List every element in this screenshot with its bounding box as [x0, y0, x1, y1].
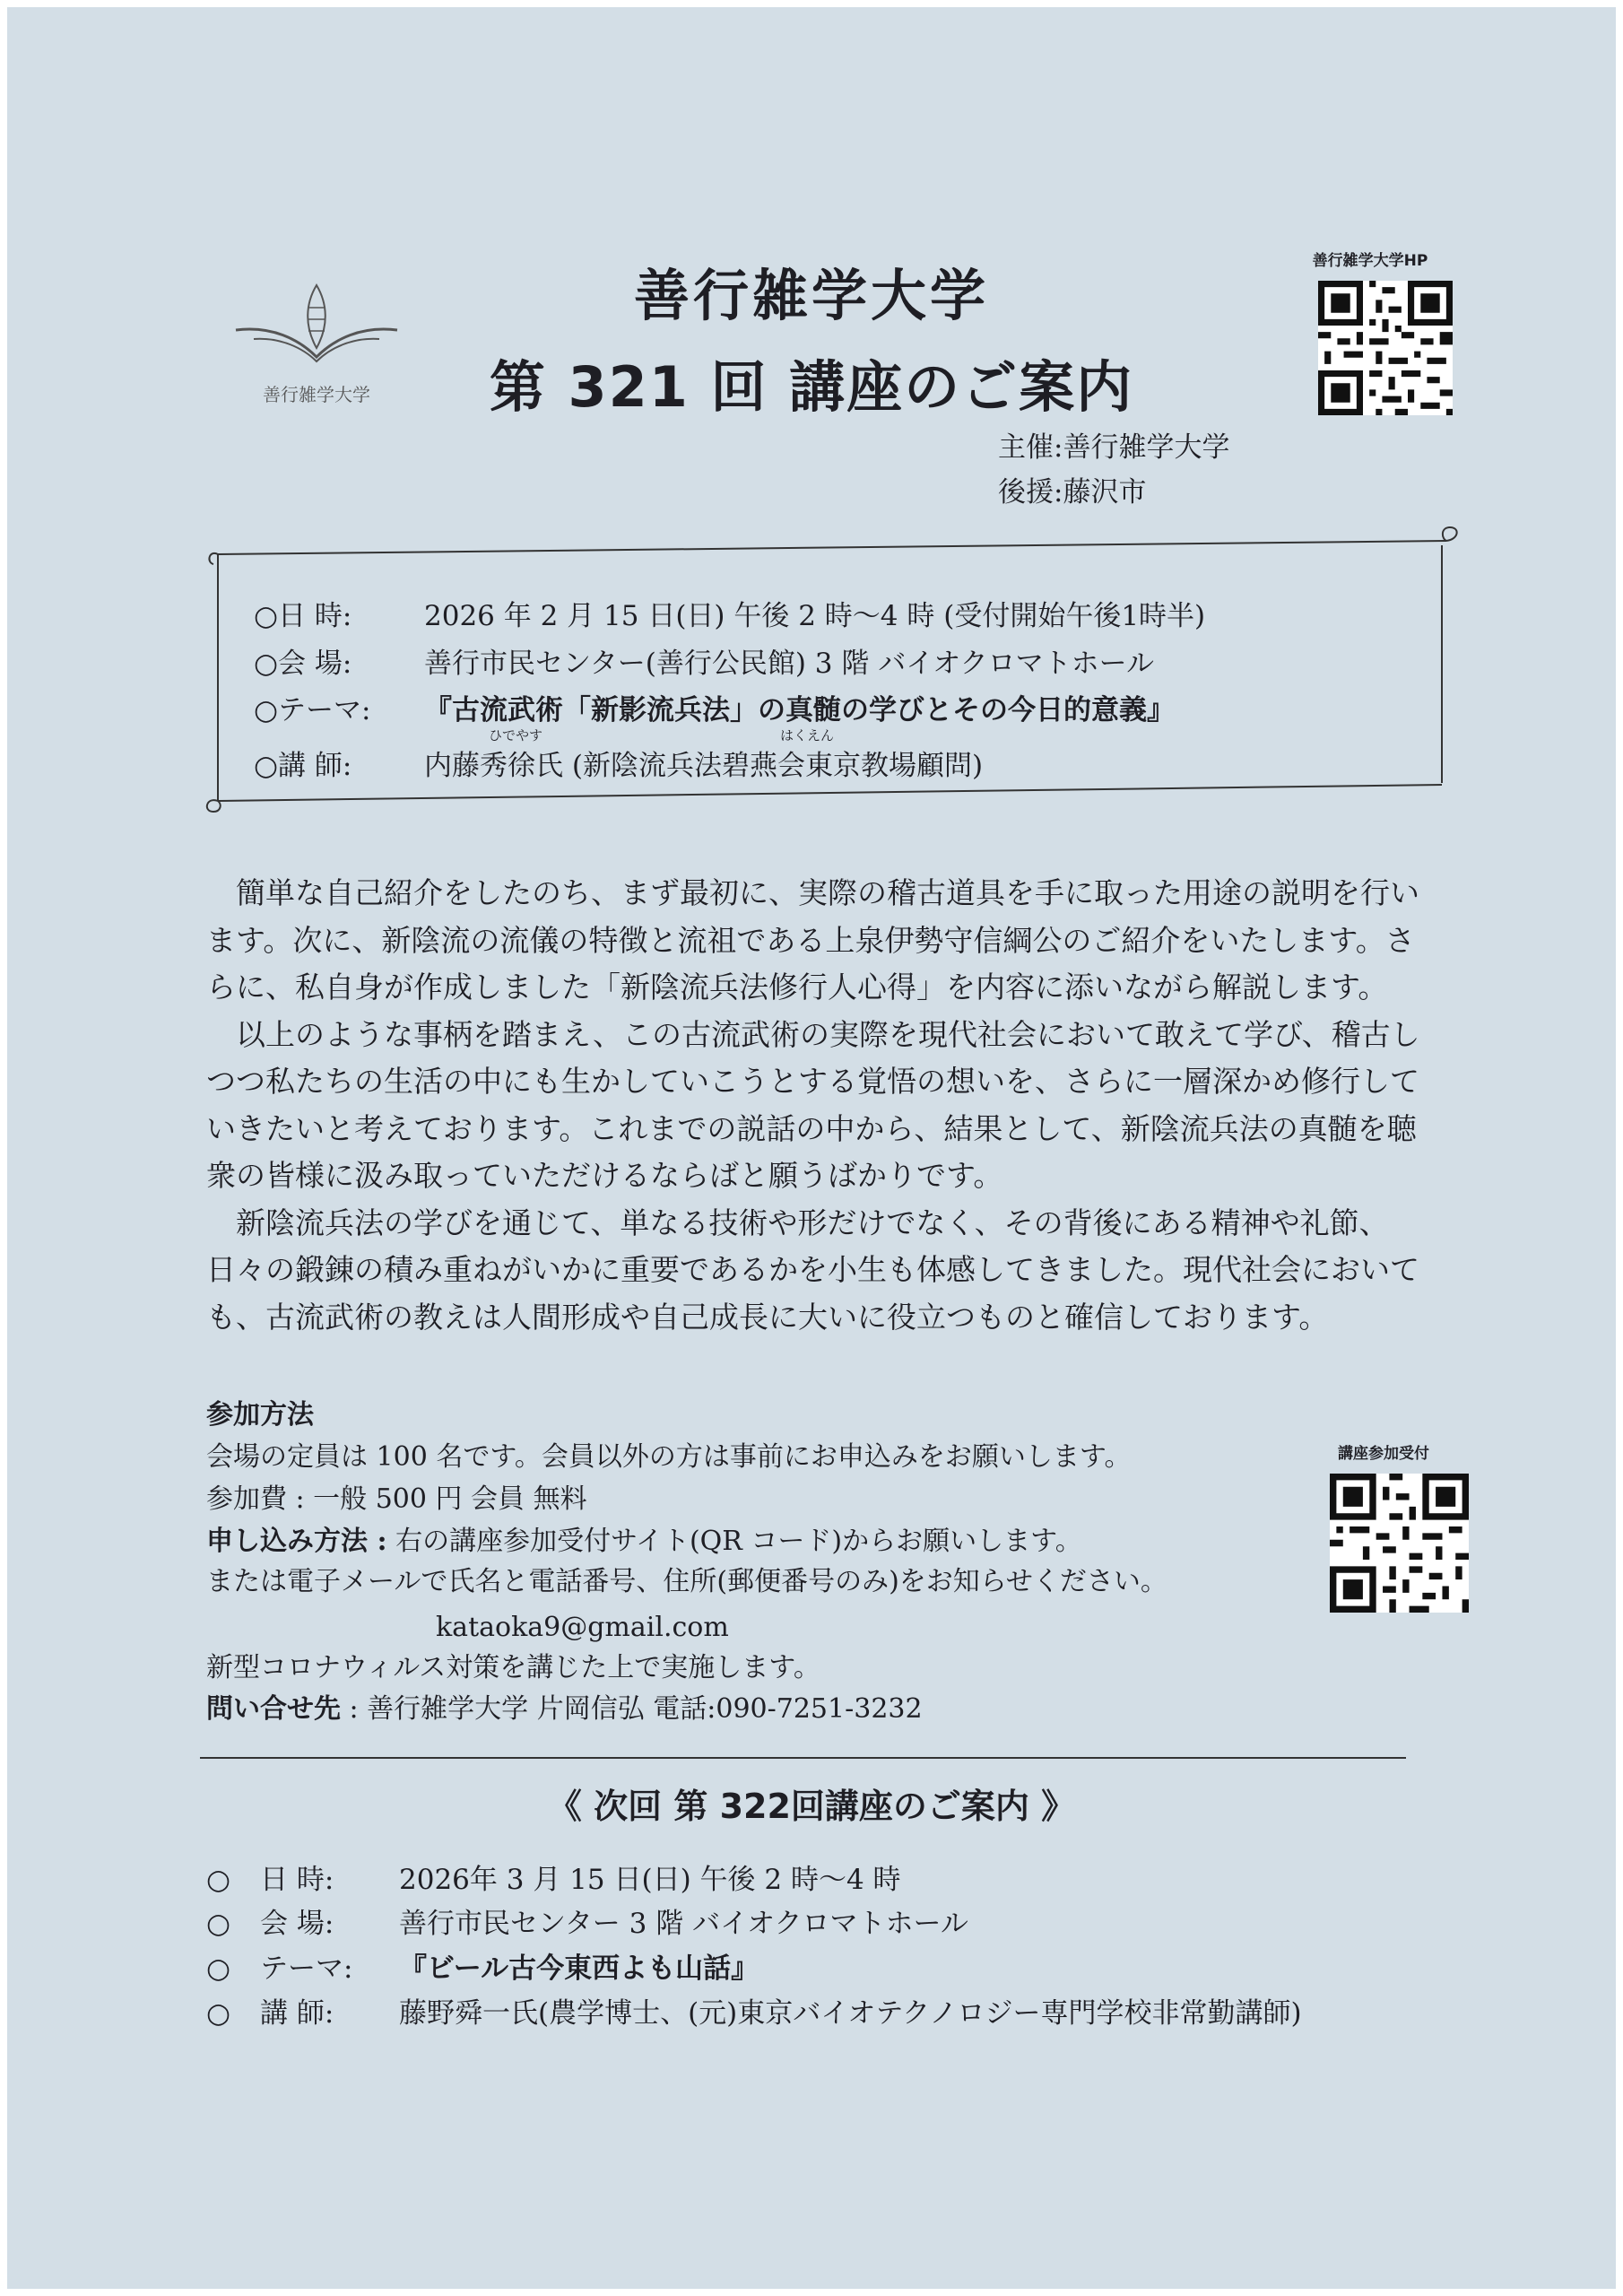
next-venue-label: 会 場:	[260, 1908, 334, 1940]
event-venue-value: 善行市民センター(善行公民館) 3 階 バイオクロマトホール	[424, 648, 1155, 680]
event-lecturer	[254, 743, 983, 783]
next-theme	[206, 1945, 759, 1986]
apply-method-label: 申し込み方法 :	[206, 1526, 387, 1557]
next-venue-value: 善行市民センター 3 階 バイオクロマトホール	[399, 1908, 968, 1940]
next-date-value: 2026年 3 月 15 日(日) 午後 2 時～4 時	[399, 1864, 901, 1896]
hp-qr-label: 善行雑学大学HP	[1312, 252, 1428, 270]
bullet: ○	[206, 1952, 231, 1985]
next-venue	[206, 1900, 968, 1941]
apply-method-text: 右の講座参加受付サイト(QR コード)からお願いします。	[386, 1526, 1082, 1557]
next-date	[206, 1857, 901, 1897]
body-text	[206, 870, 1444, 1341]
bullet: ○	[206, 1997, 231, 2030]
qr-code-icon	[1318, 281, 1453, 415]
event-lecturer-label: ○講 師:	[254, 750, 352, 782]
capacity-text: 会場の定員は 100 名です。会員以外の方は事前にお申込みをお願いします。	[206, 1441, 1132, 1473]
flyer-page	[7, 7, 1616, 2289]
qr-code-icon	[1330, 1474, 1469, 1613]
page-title: 善行雑学大学	[633, 263, 989, 328]
apply-qr-code[interactable]	[1330, 1474, 1469, 1613]
next-lecturer-label: 講 師:	[260, 1997, 334, 2030]
covid-note: 新型コロナウィルス対策を講じた上で実施します。	[206, 1652, 820, 1683]
logo-caption: 善行雑学大学	[263, 384, 370, 405]
body-paragraph: 簡単な自己紹介をしたのち、まず最初に、実際の稽古道具を手に取った用途の説明を行います。次に、新陰流の流儀の特徴と流祖である上泉伊勢守信綱公のご紹介をいたします。さらに、私自身が作成しました「新陰流兵法修行人心得」を内容に添いながら解説します。	[206, 875, 1419, 1004]
next-theme-label: テーマ:	[260, 1952, 353, 1985]
event-lecturer-value: 内藤秀徐氏 (新陰流兵法碧燕会東京教場顧問)	[424, 750, 984, 782]
next-lecture-title: 《 次回 第 322回講座のご案内 》	[547, 1787, 1076, 1826]
contact-info	[206, 1690, 923, 1729]
body-paragraph: 新陰流兵法の学びを通じて、単なる技術や形だけでなく、その背後にある精神や礼節、日々の鍛錬の積み重ねがいかに重要であるかを小生も体感してきました。現代社会においても、古流武術の教えは人間形成や自己成長に大いに役立つものと確信しております。	[206, 1205, 1419, 1335]
bullet: ○	[206, 1908, 231, 1940]
next-theme-value: 『ビール古今東西よも山話』	[399, 1952, 759, 1985]
event-date-label: ○日 時:	[254, 600, 352, 632]
event-theme-label: ○テーマ:	[254, 694, 371, 726]
organizer: 主催:善行雑学大学	[998, 431, 1230, 464]
event-venue	[254, 640, 1154, 681]
hp-qr-code[interactable]	[1318, 281, 1453, 415]
event-theme-value: 『古流武術「新影流兵法」の真髄の学びとその今日的意義』	[424, 694, 1175, 726]
contact-email[interactable]: kataoka9@gmail.com	[436, 1612, 729, 1643]
school-ruby: はくえん	[780, 727, 835, 744]
next-lecturer-value: 藤野舜一氏(農学博士、(元)東京バイオテクノロジー専門学校非常勤講師)	[399, 1997, 1302, 2030]
event-date	[254, 593, 1205, 633]
apply-method	[206, 1522, 1082, 1561]
fee-text: 参加費 : 一般 500 円 会員 無料	[206, 1483, 587, 1515]
lecture-title: 第 321 回 講座のご案内	[489, 354, 1134, 420]
email-instructions: または電子メールで氏名と電話番号、住所(郵便番号のみ)をお知らせください。	[206, 1566, 1167, 1597]
event-venue-label: ○会 場:	[254, 648, 352, 680]
supporter: 後援:藤沢市	[998, 476, 1147, 509]
section-divider	[200, 1757, 1406, 1759]
body-paragraph: 以上のような事柄を踏まえ、この古流武術の実際を現代社会において敢えて学び、稽古しつつ私たちの生活の中にも生かしていこうとする覚悟の想いを、さらに一層深かめ修行していきたいと考えております。これまでの説話の中から、結果として、新陰流兵法の真髄を聴衆の皆様に汲み取っていただけるならばと願うばかりです。	[206, 1016, 1420, 1193]
next-date-label: 日 時:	[260, 1864, 334, 1896]
bullet: ○	[206, 1864, 231, 1896]
contact-label: 問い合せ先	[206, 1693, 341, 1725]
event-date-value: 2026 年 2 月 15 日(日) 午後 2 時～4 時 (受付開始午後1時半)	[424, 600, 1206, 632]
apply-qr-label: 講座参加受付	[1338, 1445, 1429, 1463]
event-theme	[254, 687, 1175, 727]
next-lecturer	[206, 1990, 1302, 2031]
lecturer-ruby: ひでやす	[489, 727, 543, 744]
participation-heading: 参加方法	[206, 1399, 314, 1431]
contact-text: : 善行雑学大学 片岡信弘 電話:090-7251-3232	[341, 1693, 923, 1725]
